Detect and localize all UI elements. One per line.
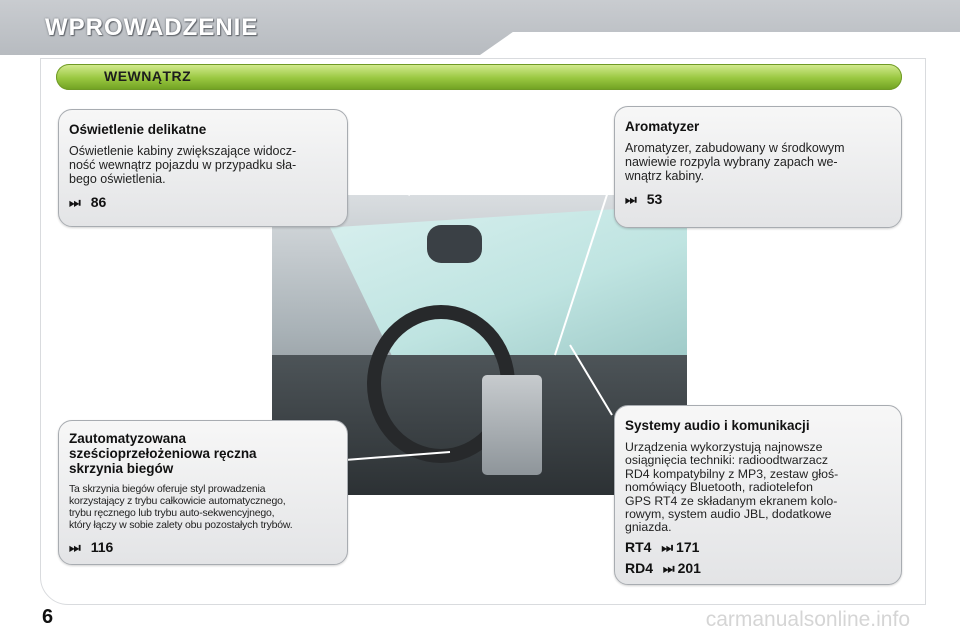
fragrance-card [614, 106, 902, 228]
fragrance-page-ref[interactable]: ⏭ 53 [625, 191, 663, 207]
lighting-description: Oświetlenie kabiny zwiększające widocz- ność wewnątrz pojazdu w przypadku sła- bego oświetlenia. [69, 144, 297, 186]
page-ref-icon: ⏭ [625, 192, 637, 207]
audio-title: Systemy audio i komunikacji [625, 418, 810, 433]
page-ref-icon: ⏭ [661, 539, 674, 555]
audio-rd4-page-ref[interactable]: RD4 ⏭ 201 [625, 559, 701, 576]
page-number: 6 [42, 606, 54, 628]
gearbox-page-ref[interactable]: ⏭ 116 [69, 539, 114, 555]
fragrance-title: Aromatyzer [625, 119, 700, 134]
page-title: WPROWADZENIE [45, 14, 259, 41]
lighting-title: Oświetlenie delikatne [69, 122, 207, 137]
fragrance-description: Aromatyzer, zabudowany w środkowym nawiewie rozpyla wybrany zapach we- wnątrz kabiny. [625, 141, 845, 183]
audio-rt4-page-ref[interactable]: RT4 ⏭ 171 [625, 538, 700, 555]
center-console-image [482, 375, 542, 475]
lighting-page-ref[interactable]: ⏭ 86 [69, 194, 107, 210]
page-ref-icon: ⏭ [69, 540, 81, 555]
page-ref-icon: ⏭ [662, 560, 675, 576]
mirror-image [427, 225, 482, 263]
section-title: WEWNĄTRZ [104, 68, 192, 84]
gearbox-card [58, 420, 348, 565]
lighting-card [58, 109, 348, 227]
watermark: carmanualsonline.info [705, 608, 910, 631]
audio-description: Urządzenia wykorzystują najnowsze osiągnięcia techniki: radioodtwarzacz RD4 kompatybilny z MP3, zestaw głoś- nomówiący Bluetooth, radiotelefon GPS RT4 ze składanym ekranem kolo- rowym, system audio JBL, dodatkowe gniazda. [625, 440, 839, 535]
page-ref-icon: ⏭ [69, 195, 81, 210]
audio-card [614, 405, 902, 585]
gearbox-title: Zautomatyzowana sześcioprzełożeniowa ręczna skrzynia biegów [69, 431, 257, 476]
gearbox-description: Ta skrzynia biegów oferuje styl prowadzenia korzystający z trybu całkowicie automatycznego, trybu ręcznego lub trybu auto-sekwencyjnego, który łączy w sobie zalety obu pozostałych trybów. [69, 483, 293, 531]
